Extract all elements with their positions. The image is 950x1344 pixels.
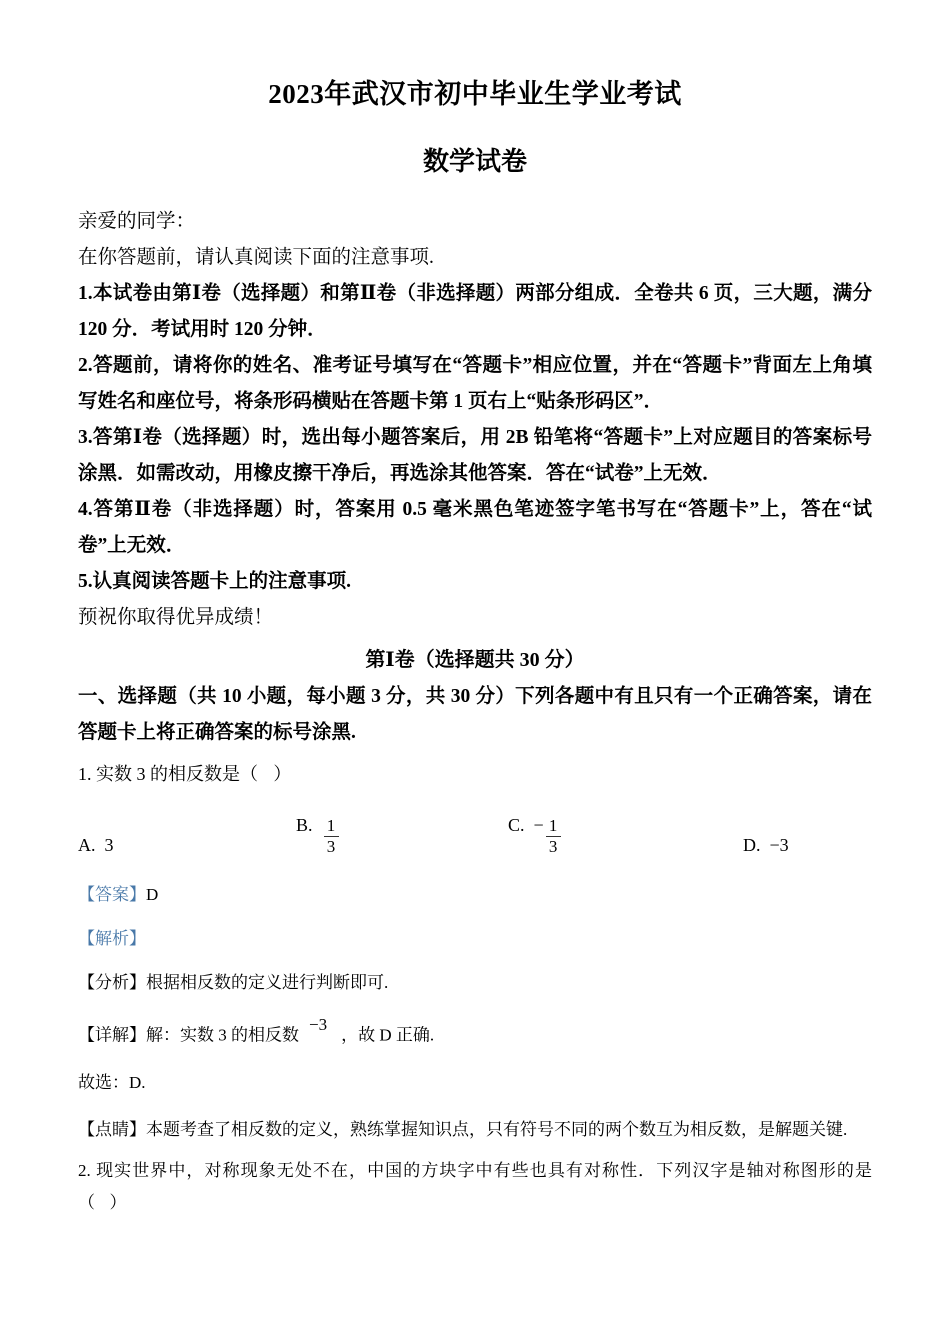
notice-greeting: 亲爱的同学： — [78, 210, 196, 232]
dianjing-row — [78, 1097, 872, 1143]
option-d-label: D. — [743, 835, 761, 856]
option-b-label: B. — [296, 815, 313, 836]
conclusion-row: 故选：D. — [78, 1073, 146, 1093]
xiangjie-post: ，故 D 正确. — [341, 1025, 435, 1045]
fenxi-text: 根据相反数的定义进行判断即可. — [146, 973, 389, 993]
analysis-row — [78, 908, 872, 952]
option-c-label: C. — [508, 815, 525, 836]
page-subtitle: 数学试卷 — [422, 147, 527, 177]
question-1-number: 1. — [78, 764, 92, 785]
analysis-tag: 【解析】 — [78, 929, 146, 949]
page-content — [78, 0, 872, 1219]
option-c[interactable] — [508, 815, 562, 856]
option-a[interactable] — [78, 835, 114, 856]
notice-item-1: 1.本试卷由第Ⅰ卷（选择题）和第Ⅱ卷（非选择题）两部分组成．全卷共 6 页，三大题，满分 120 分．考试用时 120 分钟． — [78, 282, 872, 340]
notice-item-3: 3.答第Ⅰ卷（选择题）时，选出每小题答案后，用 2B 铅笔将“答题卡”上对应题目的答案标号涂黑．如需改动，用橡皮擦干净后，再选涂其他答案．答在“试卷”上无效． — [78, 426, 872, 485]
notice-block — [78, 204, 872, 637]
xiangjie-raised-value: −3 — [309, 1014, 328, 1034]
question-2-text: 2. 现实世界中，对称现象无处不在，中国的方块字中有些也具有对称性．下列汉字是轴对称图形的是（ — [78, 1160, 872, 1212]
option-d[interactable] — [743, 835, 789, 856]
notice-item-2: 2.答题前，请将你的姓名、准考证号填写在“答题卡”相应位置，并在“答题卡”背面左上角填写姓名和座位号，将条形码横贴在答题卡第 1 页右上“贴条形码区”． — [78, 354, 872, 412]
question-1-paren-close: ） — [273, 764, 292, 785]
option-c-fraction — [546, 817, 561, 856]
page-title: 2023年武汉市初中毕业生学业考试 — [268, 79, 682, 109]
xiangjie-tag: 【详解】 — [78, 1025, 146, 1045]
question-2-stem — [78, 1143, 872, 1220]
option-a-label: A. — [78, 835, 96, 856]
notice-item-5: 5.认真阅读答题卡上的注意事项. — [78, 571, 352, 593]
xiangjie-pre: 解：实数 3 的相反数 — [146, 1025, 299, 1045]
section-heading: 第Ⅰ卷（选择题共 30 分） — [365, 649, 585, 672]
question-2-paren-close: ） — [109, 1193, 127, 1212]
fenxi-row — [78, 952, 872, 996]
answer-tag: 【答案】 — [78, 885, 146, 905]
notice-item-4: 4.答第Ⅱ卷（非选择题）时，答案用 0.5 毫米黑色笔迹签字笔书写在“答题卡”上，答在“试卷”上无效． — [78, 499, 872, 557]
option-c-sign: − — [533, 815, 544, 836]
question-1-stem — [78, 751, 872, 790]
option-c-denominator: 3 — [548, 837, 558, 857]
section-intro: 一、选择题（共 10 小题，每小题 3 分，共 30 分）下列各题中有且只有一个正确答案，请在答题卡上将正确答案的标号涂黑. — [78, 686, 872, 744]
option-d-value: −3 — [769, 835, 789, 856]
dianjing-text: 本题考查了相反数的定义，熟练掌握知识点，只有符号不同的两个数互为相反数，是解题关键. — [146, 1119, 848, 1139]
option-c-numerator: 1 — [548, 816, 558, 836]
notice-closing: 预祝你取得优异成绩！ — [78, 607, 274, 629]
option-b-fraction — [324, 817, 339, 856]
option-b-denominator: 3 — [326, 837, 336, 857]
answer-row — [78, 864, 872, 908]
dianjing-tag: 【点睛】 — [78, 1119, 146, 1139]
option-b[interactable] — [296, 815, 340, 856]
answer-value: D — [146, 885, 159, 905]
question-1-text: 实数 3 的相反数是（ — [96, 764, 258, 785]
option-b-numerator: 1 — [326, 816, 336, 836]
question-1-options — [78, 790, 872, 864]
option-a-value: 3 — [104, 835, 114, 856]
xiangjie-row — [78, 997, 872, 1049]
fenxi-tag: 【分析】 — [78, 973, 146, 993]
notice-lead: 在你答题前，请认真阅读下面的注意事项. — [78, 246, 434, 268]
